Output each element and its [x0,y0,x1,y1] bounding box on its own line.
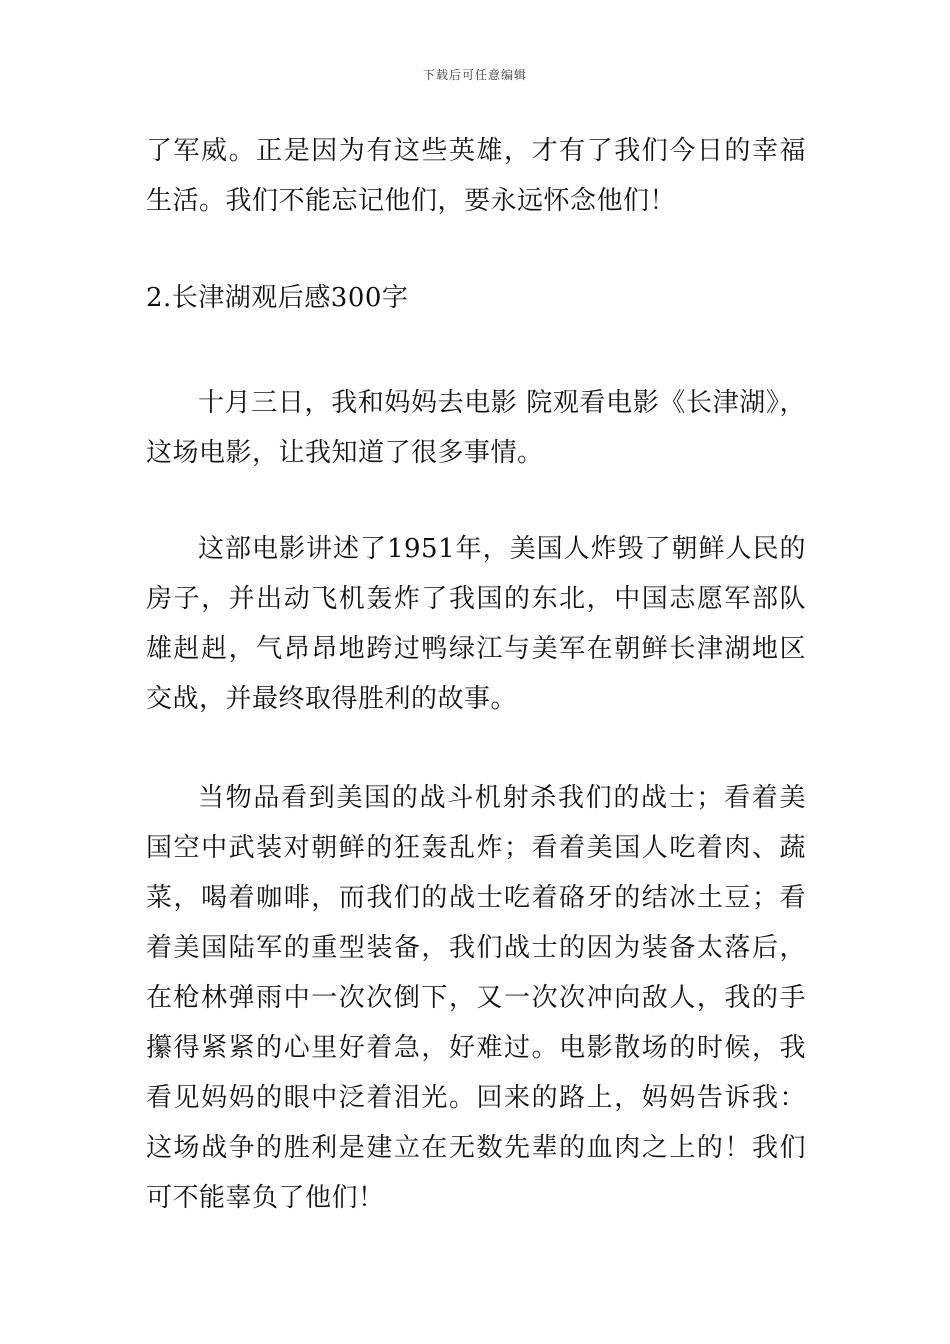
section-heading [146,273,806,323]
paragraph-text: 这部电影讲述了1951年，美国人炸毁了朝鲜人民的房子，并出动飞机轰炸了我国的东北，中国志愿军部队雄赳赳，气昂昂地跨过鸭绿江与美军在朝鲜长津湖地区交战，并最终取得胜利的故事。 [146,534,806,714]
paragraph-story [146,524,806,724]
paragraph-feelings [146,773,806,1223]
paragraph-intro [146,378,806,478]
paragraph-text: 十月三日，我和妈妈去电影 院观看电影《长津湖》，这场电影，让我知道了很多事情。 [146,388,806,468]
paragraph-text: 当物品看到美国的战斗机射杀我们的战士；看着美国空中武装对朝鲜的狂轰乱炸；看着美国人吃着肉、蔬菜，喝着咖啡，而我们的战士吃着硌牙的结冰土豆；看着美国陆军的重型装备，我们战士的因为装备太落后，在枪林弹雨中一次次倒下，又一次次冲向敌人，我的手攥得紧紧的心里好着急，好难过。电影散场的时候，我看见妈妈的眼中泛着泪光。回来的路上，妈妈告诉我：这场战争的胜利是建立在无数先辈的血肉之上的！我们可不能辜负了他们！ [146,783,806,1213]
paragraph-text: 了军威。正是因为有这些英雄，才有了我们今日的幸福生活。我们不能忘记他们，要永远怀念他们！ [146,136,806,216]
heading-text: 2.长津湖观后感300字 [146,283,409,313]
header-note: 下载后可任意编辑 [422,68,527,82]
paragraph-continuation [146,126,806,226]
